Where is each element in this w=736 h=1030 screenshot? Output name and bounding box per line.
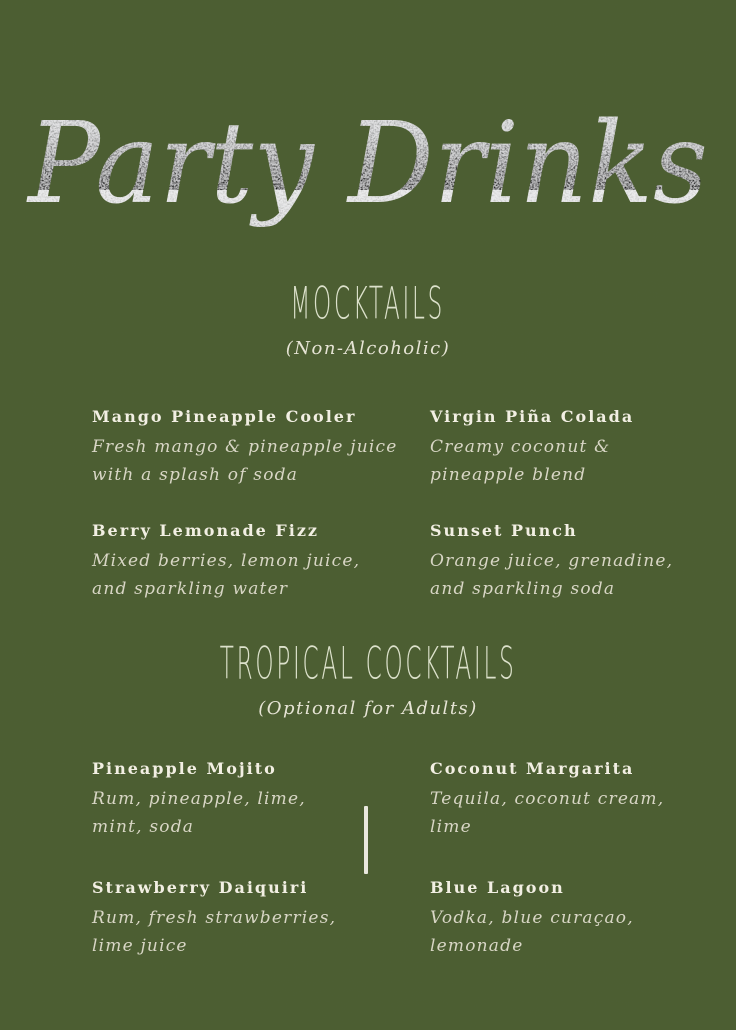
item-description — [430, 904, 700, 960]
section-subheading-tropical-cocktails: (Optional for Adults) — [258, 698, 478, 719]
item-desc-line: Creamy coconut & — [430, 437, 611, 457]
section-subheading-mocktails: (Non-Alcoholic) — [285, 338, 451, 359]
item-description — [430, 547, 700, 603]
item-desc-line: lime — [430, 817, 472, 837]
section-heading-tropical-cocktails — [0, 638, 736, 690]
item-desc-line: and sparkling water — [92, 579, 289, 599]
item-desc-line: Rum, pineapple, lime, — [92, 789, 306, 809]
menu-item-berry-lemonade-fizz — [92, 520, 360, 603]
section-heading-text: TROPICAL COCKTAILS — [219, 638, 517, 690]
menu-item-coconut-margarita — [430, 758, 700, 841]
item-name: Virgin Piña Colada — [430, 407, 635, 426]
title-script — [0, 44, 736, 259]
menu-item-pineapple-mojito — [92, 758, 360, 841]
section-heading-text: MOCKTAILS — [290, 278, 446, 330]
item-name: Strawberry Daiquiri — [92, 878, 309, 897]
menu-item-mango-pineapple-cooler — [92, 406, 398, 489]
item-name: Sunset Punch — [430, 521, 578, 540]
menu-item-virgin-pina-colada — [430, 406, 700, 489]
item-desc-line: pineapple blend — [430, 465, 587, 485]
section-heading-mocktails — [0, 278, 736, 330]
item-description — [430, 785, 700, 841]
item-name: Berry Lemonade Fizz — [92, 521, 320, 540]
item-desc-line: Rum, fresh strawberries, — [92, 908, 337, 928]
item-name: Coconut Margarita — [430, 759, 635, 778]
menu-item-sunset-punch — [430, 520, 700, 603]
item-desc-line: and sparkling soda — [430, 579, 616, 599]
item-description — [92, 433, 398, 489]
item-desc-line: lemonade — [430, 936, 524, 956]
item-desc-line: Fresh mango & pineapple juice — [92, 437, 398, 457]
item-desc-line: Mixed berries, lemon juice, — [92, 551, 361, 571]
mocktails-grid — [92, 406, 700, 603]
item-description — [92, 547, 360, 603]
item-desc-line: Tequila, coconut cream, — [430, 789, 665, 809]
menu-item-blue-lagoon — [430, 877, 700, 960]
item-desc-line: mint, soda — [92, 817, 195, 837]
item-desc-line: with a splash of soda — [92, 465, 299, 485]
cocktails-grid — [92, 758, 700, 960]
item-desc-line: lime juice — [92, 936, 188, 956]
item-description — [92, 785, 360, 841]
column-divider — [364, 806, 368, 874]
item-desc-line: Orange juice, grenadine, — [430, 551, 674, 571]
item-description — [92, 904, 360, 960]
item-name: Blue Lagoon — [430, 878, 565, 897]
item-desc-line: Vodka, blue curaçao, — [430, 908, 634, 928]
item-name: Pineapple Mojito — [92, 759, 277, 778]
item-name: Mango Pineapple Cooler — [92, 407, 357, 426]
item-description — [430, 433, 700, 489]
menu-item-strawberry-daiquiri — [92, 877, 360, 960]
